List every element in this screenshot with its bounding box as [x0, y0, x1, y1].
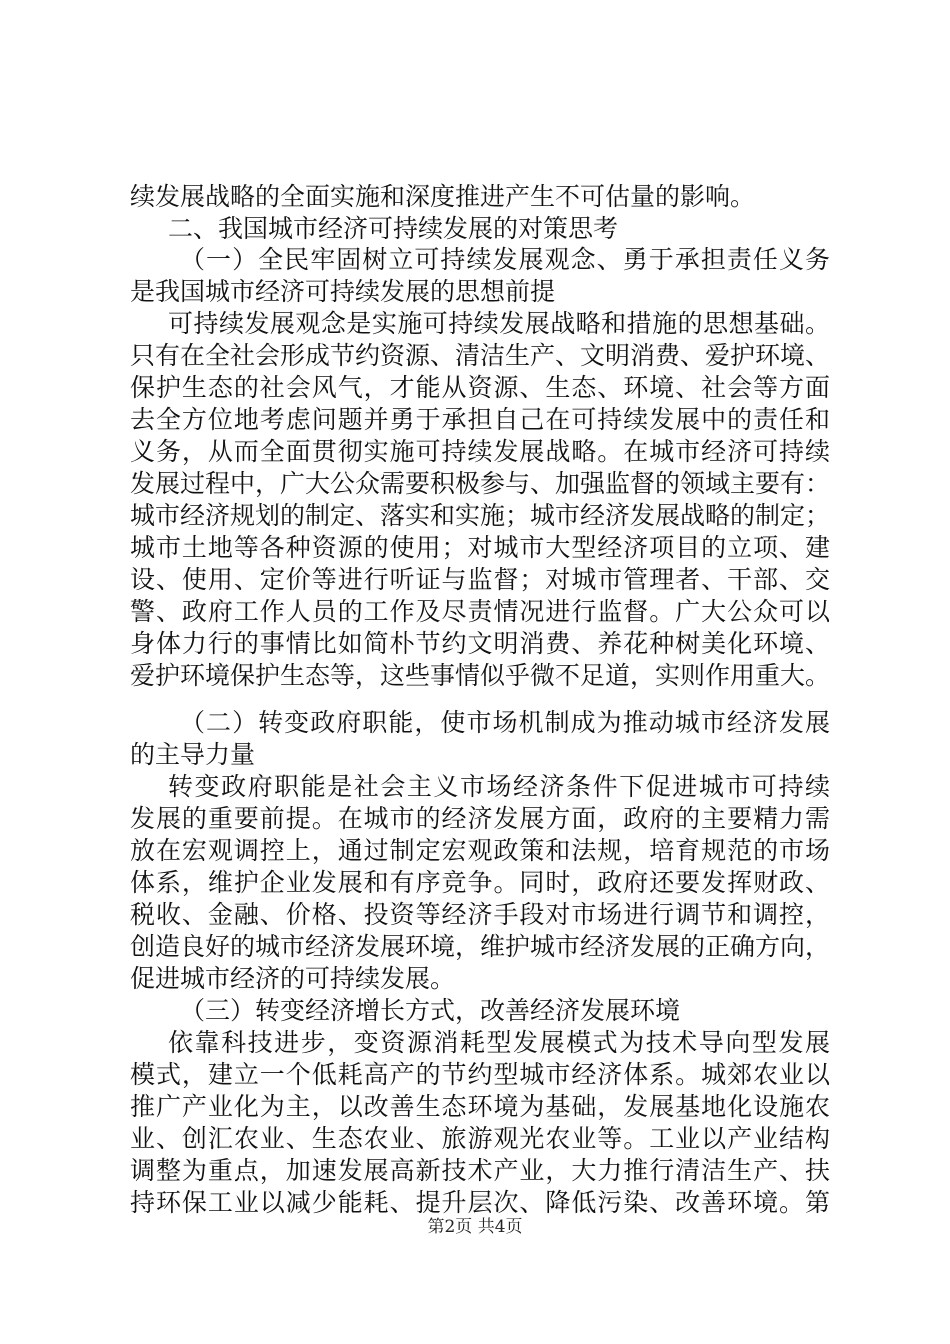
- text-line: 城市经济规划的制定、落实和实施；城市经济发展战略的制定；: [130, 501, 831, 530]
- text-line: 保护生态的社会风气，才能从资源、生态、环境、社会等方面: [130, 373, 830, 402]
- text-line: 设、使用、定价等进行听证与监督；对城市管理者、干部、交: [130, 565, 830, 594]
- text-line: 发展过程中，广大公众需要积极参与、加强监督的领域主要有：: [130, 469, 831, 498]
- text-line: 爱护环境保护生态等，这些事情似乎微不足道，实则作用重大。: [130, 661, 831, 690]
- text-line: 创造良好的城市经济发展环境，维护城市经济发展的正确方向，: [130, 932, 831, 961]
- text-line: 义务，从而全面贯彻实施可持续发展战略。在城市经济可持续: [130, 437, 830, 466]
- subsection-heading: （三）转变经济增长方式，改善经济发展环境: [180, 996, 681, 1025]
- subsection-heading: 是我国城市经济可持续发展的思想前提: [130, 277, 556, 306]
- text-line: 去全方位地考虑问题并勇于承担自己在可持续发展中的责任和: [130, 405, 830, 434]
- subsection-heading: 的主导力量: [130, 740, 256, 769]
- page-footer: 第2页 共4页: [427, 1217, 523, 1237]
- text-line: 可持续发展观念是实施可持续发展战略和措施的思想基础。: [168, 309, 830, 338]
- text-line: 城市土地等各种资源的使用；对城市大型经济项目的立项、建: [130, 533, 830, 562]
- text-line: 续发展战略的全面实施和深度推进产生不可估量的影响。: [130, 182, 756, 211]
- text-line: 持环保工业以减少能耗、提升层次、降低污染、改善环境。第: [130, 1188, 830, 1217]
- text-line: 身体力行的事情比如简朴节约文明消费、养花种树美化环境、: [130, 629, 830, 658]
- text-line: 依靠科技进步，变资源消耗型发展模式为技术导向型发展: [168, 1028, 830, 1057]
- section-heading: 二、我国城市经济可持续发展的对策思考: [168, 214, 619, 243]
- text-line: 只有在全社会形成节约资源、清洁生产、文明消费、爱护环境、: [130, 341, 831, 370]
- text-line: 放在宏观调控上，通过制定宏观政策和法规，培育规范的市场: [130, 836, 830, 865]
- text-line: 转变政府职能是社会主义市场经济条件下促进城市可持续: [168, 772, 830, 801]
- text-line: 体系，维护企业发展和有序竞争。同时，政府还要发挥财政、: [130, 868, 830, 897]
- text-line: 模式，建立一个低耗高产的节约型城市经济体系。城郊农业以: [130, 1060, 830, 1089]
- text-line: 推广产业化为主，以改善生态环境为基础，发展基地化设施农: [130, 1092, 830, 1121]
- text-line: 警、政府工作人员的工作及尽责情况进行监督。广大公众可以: [130, 597, 830, 626]
- text-line: 税收、金融、价格、投资等经济手段对市场进行调节和调控，: [130, 900, 830, 929]
- text-line: 促进城市经济的可持续发展。: [130, 964, 456, 993]
- text-line: 调整为重点，加速发展高新技术产业，大力推行清洁生产、扶: [130, 1156, 830, 1185]
- subsection-heading: （二）转变政府职能，使市场机制成为推动城市经济发展: [180, 708, 830, 737]
- text-line: 发展的重要前提。在城市的经济发展方面，政府的主要精力需: [130, 804, 830, 833]
- subsection-heading: （一）全民牢固树立可持续发展观念、勇于承担责任义务: [180, 245, 830, 274]
- text-line: 业、创汇农业、生态农业、旅游观光农业等。工业以产业结构: [130, 1124, 830, 1153]
